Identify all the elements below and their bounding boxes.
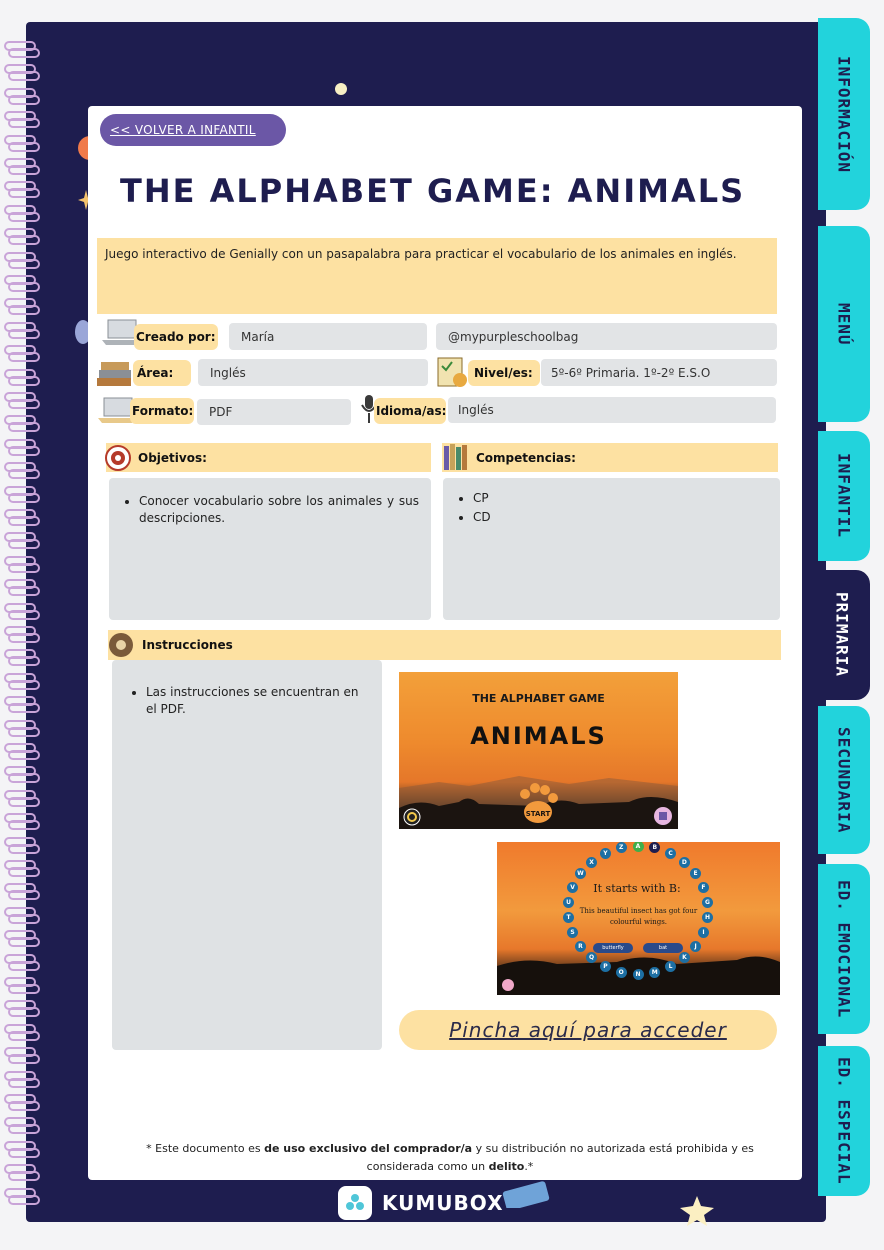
tab-ed-especial[interactable] [818, 1046, 870, 1196]
letter-bubble: R [575, 941, 586, 952]
letter-bubble: C [665, 848, 676, 859]
star-decoration-bottom [680, 1196, 714, 1226]
spiral-ring [2, 461, 42, 479]
list-item: • Las instrucciones se encuentran en el PDF. [146, 684, 370, 718]
tab-label: INFORMACIÓN [834, 55, 854, 173]
spiral-ring [2, 648, 42, 666]
tab-primaria[interactable] [814, 570, 870, 700]
letter-bubble: Y [600, 848, 611, 859]
area-value: Inglés [198, 359, 428, 386]
author-handle: @mypurpleschoolbag [436, 323, 777, 350]
objectives-list [113, 493, 419, 527]
tab-label: PRIMARIA [832, 592, 852, 678]
spiral-ring [2, 1046, 42, 1064]
tab-label: INFANTIL [834, 453, 854, 539]
format-label: Formato: [130, 398, 194, 424]
spiral-ring [2, 789, 42, 807]
footer-text-2: y su distribución no autorizada está prohibida y es considerada como un [366, 1142, 754, 1173]
gear-icon [106, 630, 136, 660]
resource-description: Juego interactivo de Genially con un pasapalabra para practicar el vocabulario de los animales en inglés. [97, 238, 777, 314]
access-game-button[interactable]: Pincha aquí para acceder [399, 1010, 777, 1050]
author-name: María [229, 323, 427, 350]
letter-bubble: M [649, 967, 660, 978]
spiral-binding [2, 40, 42, 1220]
spiral-ring [2, 555, 42, 573]
letter-bubble: V [567, 882, 578, 893]
spiral-ring [2, 625, 42, 643]
spiral-ring [2, 1140, 42, 1158]
list-item: • Conocer vocabulario sobre los animales y sus descripciones. [139, 493, 419, 527]
letter-bubble: H [702, 912, 713, 923]
letter-bubble: U [563, 897, 574, 908]
spiral-ring [2, 1187, 42, 1205]
page-title: THE ALPHABET GAME: ANIMALS [120, 172, 746, 210]
spiral-ring [2, 1023, 42, 1041]
spiral-ring [2, 368, 42, 386]
brand [338, 1186, 503, 1220]
letter-bubble: L [665, 961, 676, 972]
spiral-ring [2, 321, 42, 339]
list-item: • CD [473, 509, 776, 526]
objectives-box [109, 478, 431, 620]
spiral-ring [2, 882, 42, 900]
spiral-ring [2, 414, 42, 432]
spiral-ring [2, 157, 42, 175]
tab-ed-emocional[interactable] [818, 864, 870, 1034]
tab-label: ED. ESPECIAL [834, 1057, 854, 1185]
competencies-list [447, 490, 776, 526]
spiral-ring [2, 180, 42, 198]
genially-logo-icon-2 [501, 978, 515, 992]
tab-infantil[interactable] [818, 431, 870, 561]
created-by-label: Creado por: [134, 324, 218, 350]
section-tabs [814, 18, 870, 1218]
tab-label: SECUNDARIA [834, 726, 854, 834]
books-icon [95, 354, 135, 392]
tab-label: ED. EMOCIONAL [834, 879, 854, 1019]
preview-subtitle: THE ALPHABET GAME [472, 692, 605, 705]
brand-name: KUMUBOX [382, 1191, 504, 1215]
letter-bubble: D [679, 857, 690, 868]
bookshelf-icon [442, 442, 472, 472]
game-preview-question-screen[interactable] [497, 842, 780, 995]
game-preview-start-screen[interactable] [399, 672, 678, 829]
preview-title: ANIMALS [470, 722, 607, 750]
option-button-2[interactable]: bat [643, 943, 683, 953]
spiral-ring [2, 859, 42, 877]
objectives-label: Objetivos: [138, 450, 207, 465]
spiral-ring [2, 508, 42, 526]
format-value: PDF [197, 399, 351, 425]
kumubox-logo-icon [338, 1186, 372, 1220]
spiral-ring [2, 1163, 42, 1181]
spiral-ring [2, 251, 42, 269]
paw-icon [515, 782, 561, 826]
spiral-ring [2, 110, 42, 128]
tab-men[interactable] [818, 226, 870, 422]
spiral-ring [2, 204, 42, 222]
spiral-ring [2, 906, 42, 924]
level-label: Nivel/es: [468, 360, 540, 386]
language-label: Idioma/as: [374, 398, 446, 424]
competencies-label: Competencias: [476, 450, 576, 465]
language-value: Inglés [448, 397, 776, 423]
area-label: Área: [133, 360, 191, 386]
letter-bubble: X [586, 857, 597, 868]
instructions-box [112, 660, 382, 1050]
spiral-ring [2, 391, 42, 409]
letter-bubble: O [616, 967, 627, 978]
letter-bubble: T [563, 912, 574, 923]
instructions-label: Instrucciones [142, 638, 233, 652]
letter-bubble: I [698, 927, 709, 938]
spiral-ring [2, 87, 42, 105]
spiral-ring [2, 976, 42, 994]
competencies-box [443, 478, 780, 620]
spiral-ring [2, 953, 42, 971]
spiral-ring [2, 134, 42, 152]
spiral-ring [2, 742, 42, 760]
letter-bubble: Z [616, 842, 627, 853]
letter-bubble: B [649, 842, 660, 853]
letter-bubble: G [702, 897, 713, 908]
spiral-ring [2, 672, 42, 690]
question-heading: It starts with B: [593, 882, 681, 895]
spiral-ring [2, 438, 42, 456]
legal-footer [140, 1140, 760, 1176]
spiral-ring [2, 719, 42, 737]
checklist-icon [434, 356, 472, 388]
spiral-ring [2, 297, 42, 315]
back-to-infantil-link[interactable]: << VOLVER A INFANTIL [100, 114, 286, 146]
letter-bubble: J [690, 941, 701, 952]
spiral-ring [2, 1116, 42, 1134]
spiral-ring [2, 227, 42, 245]
building-decoration [500, 1178, 552, 1208]
spiral-ring [2, 836, 42, 854]
spiral-ring [2, 63, 42, 81]
letter-bubble: A [633, 842, 644, 852]
question-clue: This beautiful insect has got four colourful wings. [579, 907, 698, 926]
instructions-list [120, 684, 370, 718]
spiral-ring [2, 812, 42, 830]
footer-bold-2: delito [488, 1160, 525, 1173]
spiral-ring [2, 485, 42, 503]
letter-bubble: K [679, 952, 690, 963]
letter-bubble: E [690, 868, 701, 879]
competencies-header [442, 443, 778, 472]
spiral-ring [2, 999, 42, 1017]
spiral-ring [2, 274, 42, 292]
genially-logo-icon [403, 808, 421, 826]
level-value: 5º-6º Primaria. 1º-2º E.S.O [541, 359, 777, 386]
spiral-ring [2, 695, 42, 713]
spiral-ring [2, 1093, 42, 1111]
letter-bubble: F [698, 882, 709, 893]
objectives-header [106, 443, 431, 472]
letter-bubble: S [567, 927, 578, 938]
instructions-header [108, 630, 781, 660]
footer-text-3: .* [524, 1160, 534, 1173]
option-button-1[interactable]: butterfly [593, 943, 633, 953]
spiral-ring [2, 1070, 42, 1088]
letter-bubble: Q [586, 952, 597, 963]
spiral-ring [2, 765, 42, 783]
target-icon [104, 444, 132, 472]
school-bag-icon [653, 806, 673, 826]
letter-bubble: N [633, 969, 644, 980]
star-decoration [334, 82, 348, 96]
spiral-ring [2, 929, 42, 947]
footer-text-1: * Este documento es [146, 1142, 265, 1155]
list-item: • CP [473, 490, 776, 507]
spiral-ring [2, 344, 42, 362]
spiral-ring [2, 602, 42, 620]
footer-bold-1: de uso exclusivo del comprador/a [264, 1142, 473, 1155]
tab-label: MENÚ [834, 302, 854, 346]
spiral-ring [2, 40, 42, 58]
tab-secundaria[interactable] [818, 706, 870, 854]
spiral-ring [2, 531, 42, 549]
spiral-ring [2, 578, 42, 596]
letter-bubble: P [600, 961, 611, 972]
tab-informaci-n[interactable] [818, 18, 870, 210]
letter-bubble: W [575, 868, 586, 879]
start-label: START [525, 810, 551, 818]
